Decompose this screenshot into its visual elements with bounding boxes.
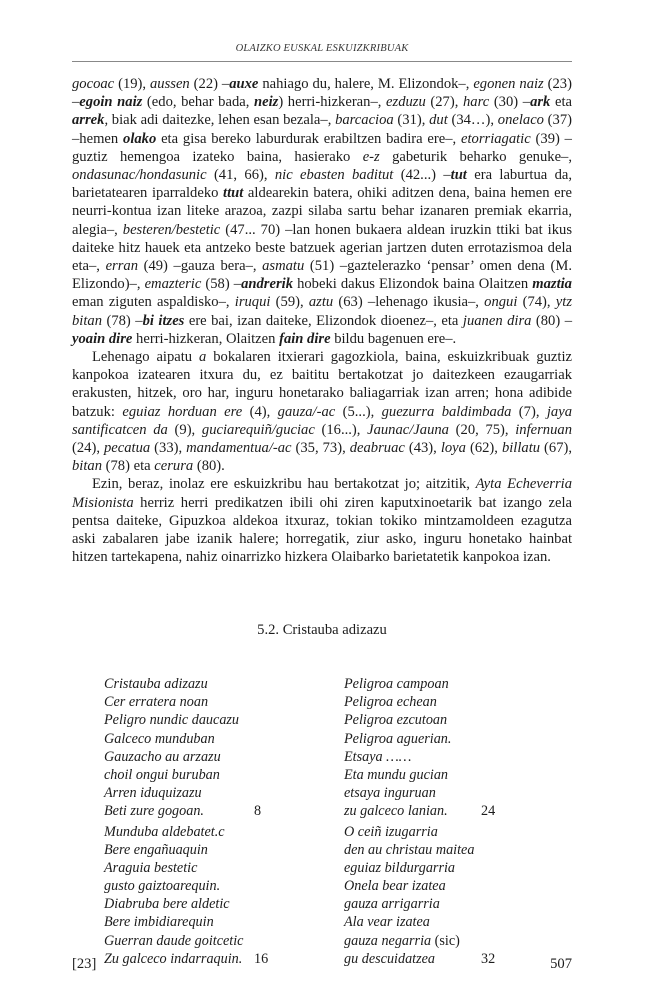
verse-text: Cer erratera noan <box>104 694 209 711</box>
verse-line <box>344 711 584 729</box>
verse-text: choil ongui buruban <box>104 766 220 783</box>
cited-form: mandamentua/-ac <box>186 440 292 457</box>
cited-form: gocoac <box>72 76 115 92</box>
text-run: herri-hizkeran, Olaitzen <box>132 330 280 347</box>
text-run: herriz herri predikatzen ibili ohi ziren kaputxinoetarik bat izango zela pentsa daiteke, Gipuzkoa aldekoa itxuraz, tokian tokiko mintzamoldeen ezagutza aski zabalaren jabe izanik halere; horregatik, ziur asko, inguru honetako hainbat hitzen tartekapena, nahiz oinarrizko hizkera Olaibarko barietatetik kanpokoa izan. <box>72 494 572 566</box>
verse-text: Zu galceco indarraquin. <box>104 950 243 967</box>
verse-line <box>104 950 344 968</box>
cited-form: bi itzes <box>142 312 185 329</box>
verse-line <box>104 823 344 841</box>
cited-form: ezduzu <box>386 94 426 111</box>
text-run: (24), <box>72 440 104 457</box>
text-run: (67), <box>540 440 573 457</box>
paragraph <box>72 348 572 475</box>
verse-text: Diabruba bere aldetic <box>104 896 230 913</box>
verse-line <box>344 841 584 859</box>
header-divider <box>72 61 572 62</box>
cited-form: egoin naiz <box>79 94 143 111</box>
text-run: (33), <box>150 440 187 457</box>
verse-text: Araguia bestetic <box>104 859 198 876</box>
verse-text: Eta mundu gucian <box>344 766 449 783</box>
cited-form: harc <box>462 94 490 111</box>
text-run: (34…), <box>447 112 498 129</box>
text-run: (78) – <box>102 312 143 329</box>
cited-form: andrerik <box>241 276 293 293</box>
cited-form: nic ebasten baditut <box>274 167 394 184</box>
verse-text: Etsaya …… <box>344 748 412 765</box>
verse-line <box>104 913 344 931</box>
cited-form: asmatu <box>262 258 305 275</box>
text-run: (80). <box>193 458 225 475</box>
cited-form: deabruac <box>349 440 405 457</box>
verse-line <box>344 823 584 841</box>
cited-form: emazteric <box>144 276 202 293</box>
cited-form: ytz bitan <box>72 294 573 329</box>
body-text <box>72 75 572 566</box>
text-run: Lehenago aipatu <box>92 349 200 366</box>
verse-line <box>344 913 584 931</box>
cited-form: fain dire <box>279 330 331 347</box>
text-run: era laburtua da, barietatearen iparraldeko <box>72 167 573 202</box>
cited-form: aztu <box>308 294 334 311</box>
cited-form: Ayta Echeverria Misionista <box>72 476 573 511</box>
cited-form: pecatua <box>103 440 151 457</box>
text-run: eta <box>550 94 572 111</box>
verse-text: Onela bear izatea <box>344 878 446 895</box>
text-run: (edo, behar bada, <box>142 94 254 111</box>
verse-text: gauza arrigarria <box>344 896 440 913</box>
text-run: (22) – <box>189 76 230 92</box>
verse-line <box>344 877 584 895</box>
cited-form: besteren/bestetic <box>122 221 221 238</box>
text-run: (63) –lehenago ikusia–, <box>333 294 485 311</box>
cited-form: auxe <box>229 76 259 92</box>
cited-form: a <box>199 349 207 366</box>
cited-form: infernuan <box>515 421 572 438</box>
verse-line <box>344 802 584 820</box>
verse-text: Peligroa aguerian. <box>344 730 452 747</box>
text-run: (58) – <box>201 276 242 293</box>
cited-form: guciarequiñ/guciac <box>201 421 315 438</box>
poem-column-right <box>344 675 584 968</box>
verse-text: Peligro nundic daucazu <box>104 712 240 729</box>
cited-form: neiz <box>254 94 279 111</box>
cited-form: dut <box>429 112 448 129</box>
text-run: (4), <box>242 403 278 420</box>
text-run: (80) – <box>531 312 572 329</box>
verse-line <box>344 730 584 748</box>
cited-form: guezurra baldimbada <box>381 403 512 420</box>
text-run: (20, 75), <box>448 421 516 438</box>
cited-form: e-z <box>362 148 380 165</box>
verse-line <box>344 748 584 766</box>
text-run: (41, 66), <box>206 167 275 184</box>
text-run: (16...), <box>314 421 368 438</box>
line-number: 32 <box>481 950 496 967</box>
cited-form: billatu <box>501 440 541 457</box>
page-ref: [23] <box>72 956 97 972</box>
verse-text: Peligroa ezcutoan <box>344 712 448 729</box>
text-run: hobeki dakus Elizondok baina Olaitzen <box>293 276 533 293</box>
cited-form: jaya santificatcen da <box>72 403 572 438</box>
text-run: , biak adi daitezke, lehen esan bezala–, <box>104 112 336 129</box>
text-run: (43), <box>404 440 441 457</box>
verse-text: Arren iduquizazu <box>104 785 202 802</box>
verse-text: gauza negarria <box>344 932 432 949</box>
running-header: OLAIZKO EUSKAL ESKUIZKRIBUAK <box>235 43 409 54</box>
line-number: 8 <box>254 803 262 820</box>
verse-text: Bere imbidiarequin <box>104 914 214 931</box>
cited-form: arrek <box>72 112 105 129</box>
cited-form: ondasunac/hondasunic <box>72 167 207 184</box>
cited-form: gauza/-ac <box>277 403 336 420</box>
verse-line <box>344 766 584 784</box>
text-run: ere bai, izan daiteke, Elizondok dioenez–, eta <box>184 312 463 329</box>
text-run: eta gisa bereko laburdurak erabiltzen badira ere–, <box>156 130 461 147</box>
verse-line <box>104 675 344 693</box>
text-run: (19), <box>114 76 150 92</box>
verse-text: gusto gaiztoarequin. <box>104 878 221 895</box>
cited-form: aussen <box>150 76 190 92</box>
text-run: (49) –gauza bera–, <box>138 258 263 275</box>
page-number: 507 <box>550 956 572 972</box>
text-run: (78) eta <box>102 458 155 475</box>
verse-text: Peligroa echean <box>344 694 437 711</box>
verse-text: etsaya inguruan <box>344 785 436 802</box>
text-run: Ezin, beraz, inolaz ere eskuizkribu hau bertakotzat jo; aitzitik, <box>92 476 476 493</box>
text-run: aldearekin batera, ohiki aditzen dena, baina hemen ere neurri-kontua izan liteke arazoa, zazpi silaba sartu behar izanaren premiak ekarria, alegia–, <box>72 185 572 238</box>
stanza <box>344 823 584 969</box>
verse-line <box>104 730 344 748</box>
verse-line <box>104 859 344 877</box>
text-run: (5...), <box>335 403 382 420</box>
section-title: 5.2. Cristauba adizazu <box>257 622 387 638</box>
verse-line <box>104 841 344 859</box>
verse-line <box>104 932 344 950</box>
verse-line <box>104 784 344 802</box>
verse-line <box>344 859 584 877</box>
verse-line <box>344 895 584 913</box>
text-run: (35, 73), <box>291 440 350 457</box>
text-run: ) herri-hizkeran–, <box>278 94 387 111</box>
verse-text: zu galceco lanian. <box>344 803 448 820</box>
text-run: (9), <box>167 421 202 438</box>
text-run: (30) – <box>489 94 531 111</box>
text-run: bokalaren itxierari gagozkiola, baina, eskuizkribuak guztiz kanpokoa izatearen itxura du, ez baititu bertakotzat jo daitezkeen ezaugarriak erakusten, hitzek, oro har, inguru honetarako baliagarriak izan arren; hona adibide batzuk: <box>72 349 572 420</box>
line-number: 16 <box>254 950 269 967</box>
cited-form: maztia <box>532 276 572 293</box>
stanza <box>344 675 584 821</box>
text-run: (39) –guztiz hemengoa izateko baina, hasierako <box>72 130 572 165</box>
verse-text: Munduba aldebatet.c <box>104 823 225 840</box>
text-run: (74), <box>517 294 556 311</box>
verse-line <box>104 877 344 895</box>
text-run: (59), <box>270 294 309 311</box>
verse-text: Cristauba adizazu <box>104 676 208 692</box>
stanza <box>104 675 344 821</box>
text-run: (47... 70) –lan honen bukaera aldean iruzkin ttiki bat ikus daiteke hitz hauek eta antzeko beste batzuek agerian jartzen duten errotazismoa dela eta–, <box>72 221 572 275</box>
cited-form: onelaco <box>497 112 544 129</box>
verse-text: Peligroa campoan <box>344 676 449 692</box>
verse-line <box>344 932 584 950</box>
cited-form: erran <box>105 258 138 275</box>
text-run: bildu bagenuen ere–. <box>330 330 457 347</box>
cited-form: tut <box>450 167 467 184</box>
cited-form: bitan <box>72 458 102 475</box>
cited-form: etorriagatic <box>461 130 531 147</box>
line-number: 24 <box>481 803 496 820</box>
verse-line <box>344 784 584 802</box>
text-run: (23) – <box>72 76 572 111</box>
verse-text: Bere engañuaquin <box>104 841 208 858</box>
verse-text: Guerran daude goitcetic <box>104 932 244 949</box>
text-run: gabeturik beharko genuke–, <box>379 148 572 165</box>
verse-text: O ceiñ izugarria <box>344 823 438 840</box>
text-run: (51) –gaztelerazko ‘pensar’ omen dena (M. Elizondo)–, <box>72 258 572 293</box>
cited-form: olako <box>123 130 157 147</box>
stanza <box>104 823 344 969</box>
verse-line <box>104 711 344 729</box>
text-run: (42...) – <box>393 167 451 184</box>
verse-line <box>104 895 344 913</box>
text-run: (27), <box>425 94 463 111</box>
verse-text: Ala vear izatea <box>344 914 430 931</box>
text-run: (62), <box>465 440 502 457</box>
cited-form: eguiaz horduan ere <box>122 403 243 420</box>
verse-line <box>344 675 584 693</box>
text-run: (7), <box>511 403 547 420</box>
cited-form: loya <box>440 440 466 457</box>
verse-line <box>104 766 344 784</box>
verse-line <box>344 950 584 968</box>
text-run: (31), <box>393 112 430 129</box>
cited-form: juanen dira <box>462 312 532 329</box>
verse-text: den au christau maitea <box>344 841 475 858</box>
text-run: eman ziguten aspaldisko–, <box>72 294 235 311</box>
verse-text: eguiaz bildurgarria <box>344 859 456 876</box>
paragraph <box>72 75 572 348</box>
cited-form: yoain dire <box>72 330 133 347</box>
cited-form: ark <box>530 94 551 111</box>
poem-column-left <box>104 675 344 968</box>
cited-form: iruqui <box>234 294 271 311</box>
verse-text: gu descuidatzea <box>344 950 436 967</box>
verse-text: Galceco munduban <box>104 730 215 747</box>
cited-form: egonen naiz <box>473 76 544 92</box>
cited-form: cerura <box>154 458 194 475</box>
sic-annotation: (sic) <box>431 932 460 949</box>
cited-form: barcacioa <box>335 112 394 129</box>
paragraph <box>72 475 572 566</box>
verse-line <box>344 693 584 711</box>
verse-line <box>104 748 344 766</box>
verse-text: Beti zure gogoan. <box>104 803 204 820</box>
cited-form: ttut <box>223 185 244 202</box>
text-run: (37) –hemen <box>72 112 572 147</box>
cited-form: Jaunac/Jauna <box>367 421 449 438</box>
text-run: nahiago du, halere, M. Elizondok–, <box>258 76 474 92</box>
verse-text: Gauzacho au arzazu <box>104 748 221 765</box>
verse-line <box>104 802 344 820</box>
cited-form: ongui <box>484 294 518 311</box>
verse-line <box>104 693 344 711</box>
